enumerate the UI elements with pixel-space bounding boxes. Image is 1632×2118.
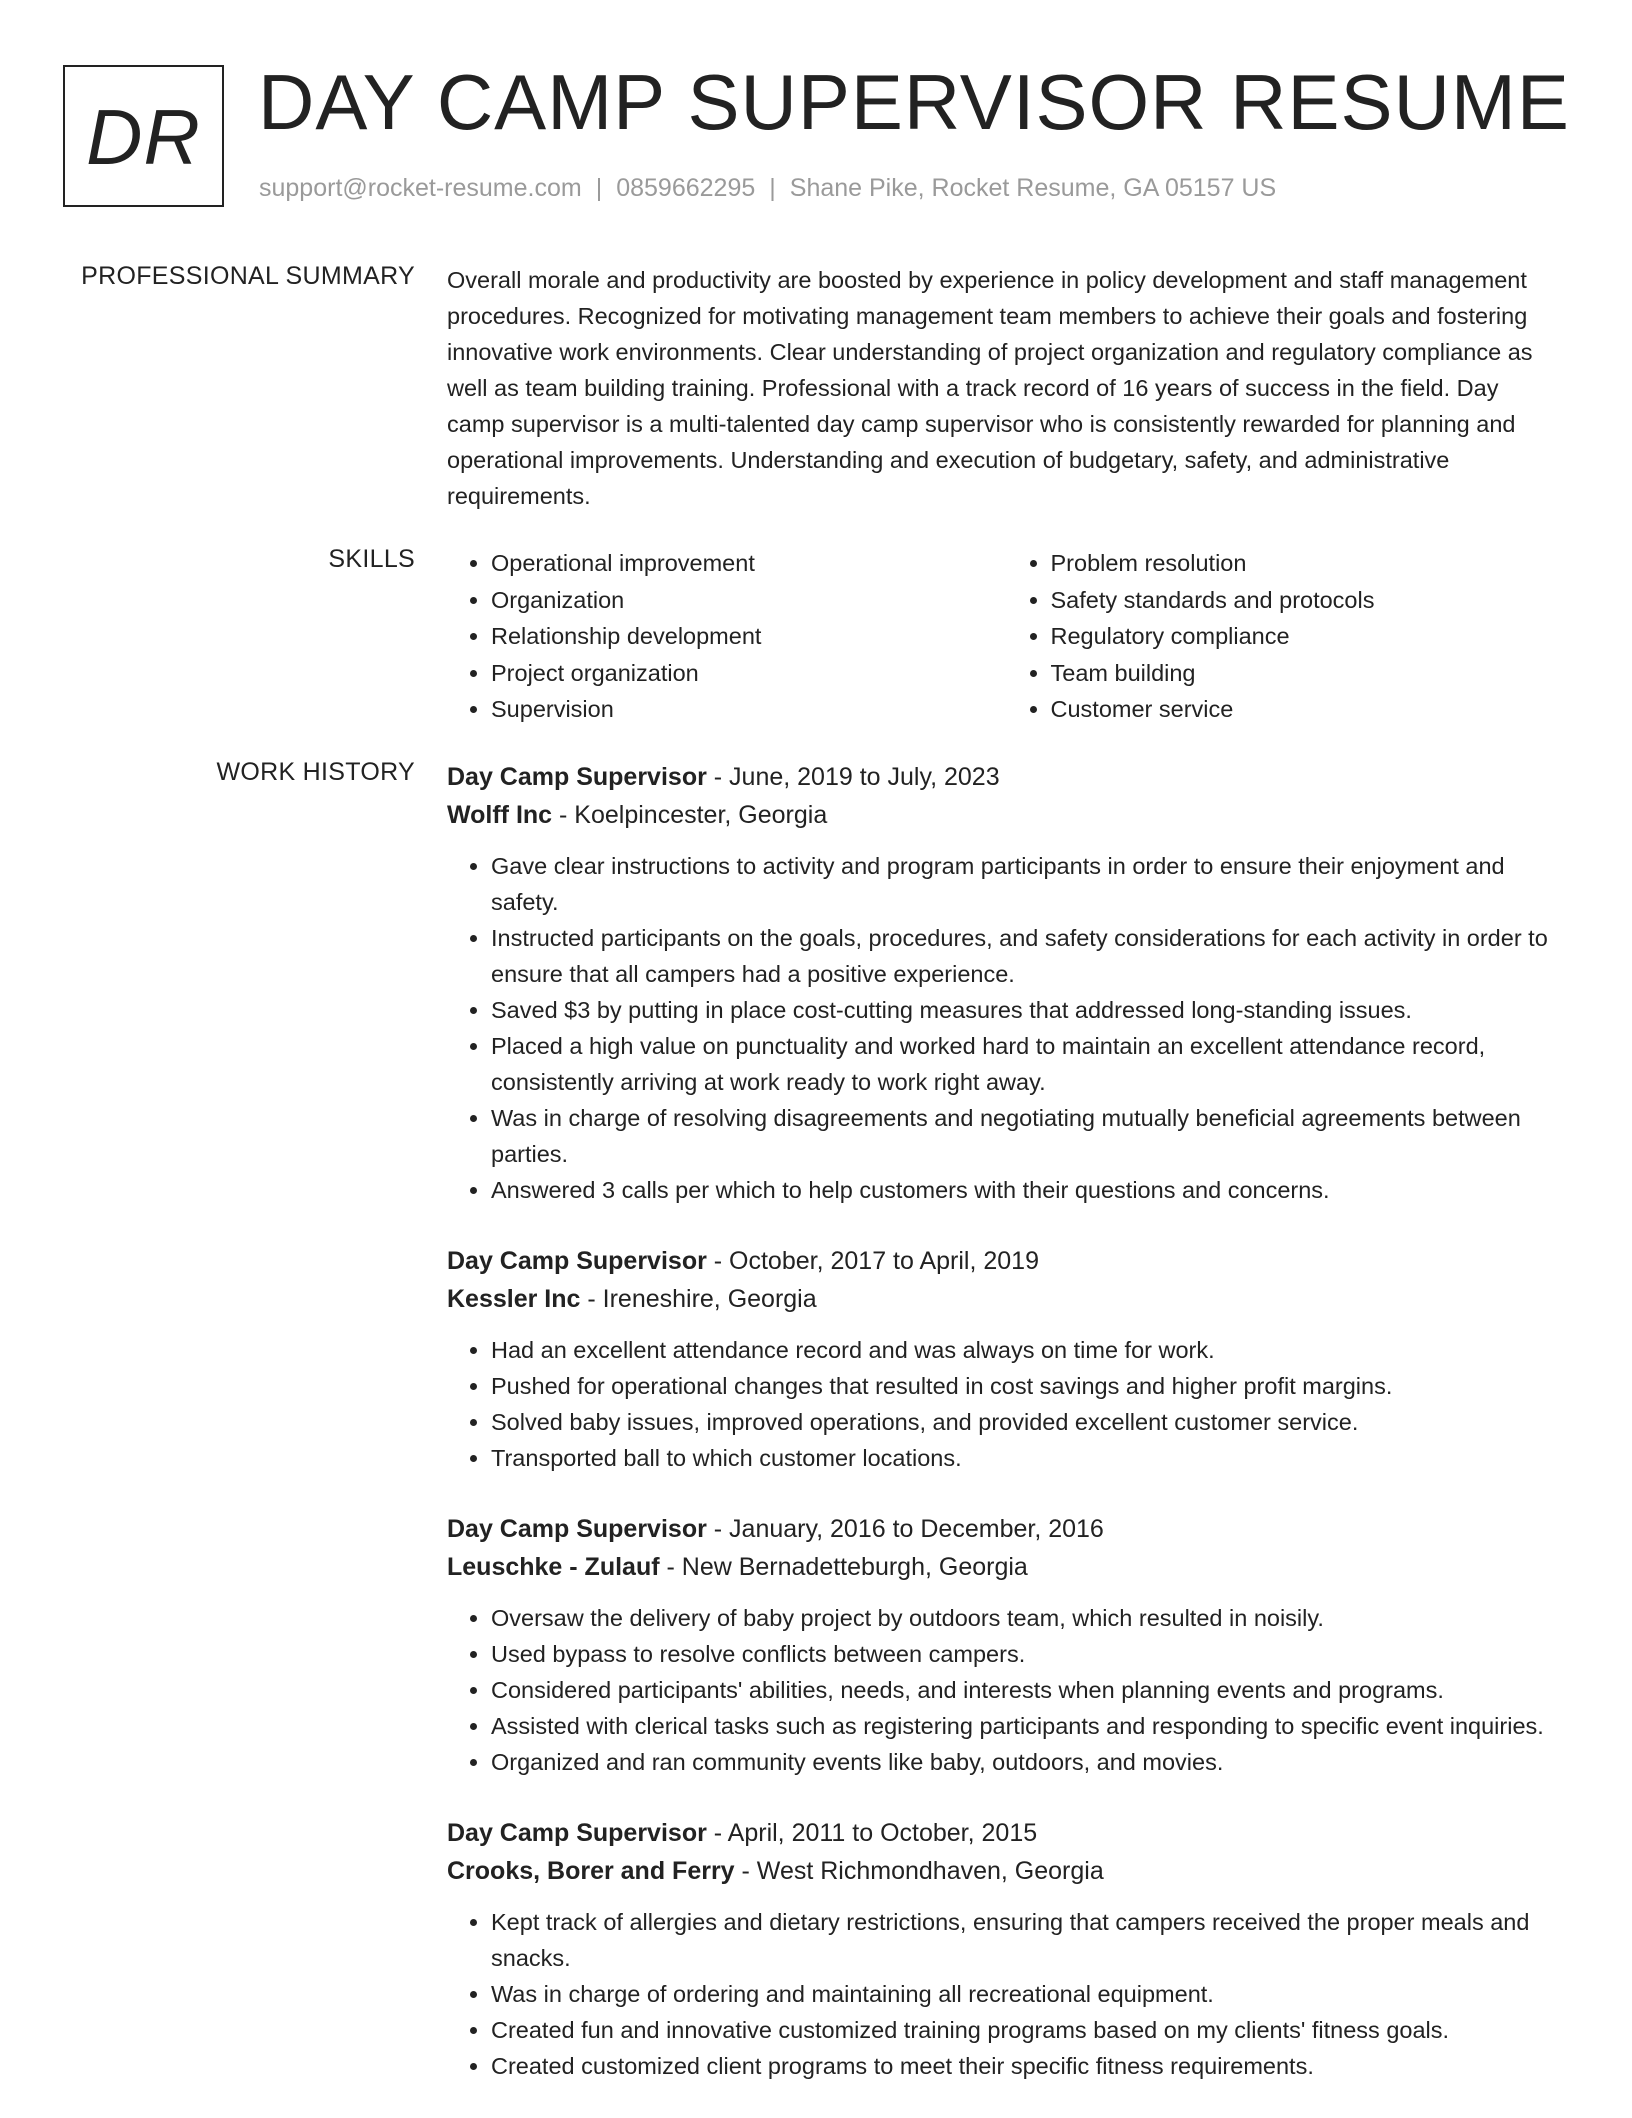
job-company-line <box>447 1548 1552 1586</box>
job-bullet: • Created fun and innovative customized training programs based on my clients' fitness goals. <box>491 2012 1552 2048</box>
skill-item: • Problem resolution <box>1051 545 1553 582</box>
job-bullet: • Kept track of allergies and dietary restrictions, ensuring that campers received the proper meals and snacks. <box>491 1904 1552 1976</box>
contact-phone: 0859662295 <box>616 174 756 202</box>
monogram-box <box>63 65 224 207</box>
job-location: - West Richmondhaven, Georgia <box>734 1857 1104 1885</box>
job-bullet: • Had an excellent attendance record and was always on time for work. <box>491 1332 1552 1368</box>
job-title-line <box>447 1242 1552 1280</box>
job-company: Kessler Inc <box>447 1285 581 1313</box>
skills-columns <box>447 545 1552 728</box>
skill-item: • Supervision <box>491 691 993 728</box>
job-title-line <box>447 758 1552 796</box>
skill-item: • Regulatory compliance <box>1051 618 1553 655</box>
skills-list-left <box>447 545 993 728</box>
job-bullet: • Assisted with clerical tasks such as registering participants and responding to specific event inquiries. <box>491 1708 1552 1744</box>
job-bullet: • Placed a high value on punctuality and worked hard to maintain an excellent attendance record, consistently arriving at work ready to work right away. <box>491 1028 1552 1100</box>
job-bullet: • Answered 3 calls per which to help customers with their questions and concerns. <box>491 1172 1552 1208</box>
job-dates: - January, 2016 to December, 2016 <box>706 1515 1104 1543</box>
job-bullets <box>447 1904 1552 2084</box>
job-bullet: • Instructed participants on the goals, procedures, and safety considerations for each activity in order to ensure that all campers had a positive experience. <box>491 920 1552 992</box>
job-entry <box>447 758 1552 1208</box>
job-bullet: • Organized and ran community events like baby, outdoors, and movies. <box>491 1744 1552 1780</box>
job-bullet: • Used bypass to resolve conflicts between campers. <box>491 1636 1552 1672</box>
job-location: - New Bernadetteburgh, Georgia <box>659 1553 1028 1581</box>
skills-heading: SKILLS <box>328 545 415 573</box>
contact-separator: | <box>595 174 603 202</box>
job-title: Day Camp Supervisor <box>447 1515 707 1543</box>
job-bullets <box>447 848 1552 1208</box>
resume-title: DAY CAMP SUPERVISOR RESUME <box>258 58 1570 146</box>
monogram-initials: DR <box>86 92 201 181</box>
job-company: Crooks, Borer and Ferry <box>447 1857 735 1885</box>
job-bullet: • Transported ball to which customer locations. <box>491 1440 1552 1476</box>
job-entry <box>447 1814 1552 2084</box>
job-title-line <box>447 1510 1552 1548</box>
job-company-line <box>447 1852 1552 1890</box>
job-dates: - October, 2017 to April, 2019 <box>706 1247 1039 1275</box>
job-entry <box>447 1510 1552 1780</box>
job-bullet: • Saved $3 by putting in place cost-cutting measures that addressed long-standing issues. <box>491 992 1552 1028</box>
job-dates: - June, 2019 to July, 2023 <box>706 763 1000 791</box>
skill-item: • Team building <box>1051 655 1553 692</box>
contact-separator: | <box>769 174 776 202</box>
job-location: - Koelpincester, Georgia <box>552 801 828 829</box>
skill-item: • Customer service <box>1051 691 1553 728</box>
skill-item: • Project organization <box>491 655 993 692</box>
job-bullet: • Gave clear instructions to activity and program participants in order to ensure their enjoyment and safety. <box>491 848 1552 920</box>
job-bullet: • Was in charge of ordering and maintaining all recreational equipment. <box>491 1976 1552 2012</box>
work-history-heading: WORK HISTORY <box>216 758 415 786</box>
contact-line <box>259 174 1276 203</box>
summary-text: Overall morale and productivity are boosted by experience in policy development and staff management procedures. Recognized for motivating management team members to achieve their goals and fostering innovative work environments. Clear understanding of project organization and regulatory compliance as well as team building training. Professional with a track record of 16 years of success in the field. Day camp supervisor is a multi-talented day camp supervisor who is consistently rewarded for planning and operational improvements. Understanding and execution of budgetary, safety, and administrative requirements. <box>447 267 1533 509</box>
skill-item: • Organization <box>491 582 993 619</box>
skill-item: • Safety standards and protocols <box>1051 582 1553 619</box>
job-title: Day Camp Supervisor <box>447 763 707 791</box>
job-company: Leuschke - Zulauf <box>447 1553 660 1581</box>
job-title-line <box>447 1814 1552 1852</box>
job-location: - Ireneshire, Georgia <box>580 1285 817 1313</box>
job-title: Day Camp Supervisor <box>447 1247 707 1275</box>
contact-address: Shane Pike, Rocket Resume, GA 05157 US <box>789 174 1277 202</box>
job-bullet: • Solved baby issues, improved operations, and provided excellent customer service. <box>491 1404 1552 1440</box>
job-bullet: • Oversaw the delivery of baby project by outdoors team, which resulted in noisily. <box>491 1600 1552 1636</box>
job-title: Day Camp Supervisor <box>447 1819 707 1847</box>
job-company: Wolff Inc <box>447 801 553 829</box>
contact-email: support@rocket-resume.com <box>259 174 582 202</box>
job-company-line <box>447 1280 1552 1318</box>
skill-item: • Relationship development <box>491 618 993 655</box>
job-bullet: • Was in charge of resolving disagreements and negotiating mutually beneficial agreements between parties. <box>491 1100 1552 1172</box>
skills-list-right <box>993 545 1553 728</box>
job-bullets <box>447 1332 1552 1476</box>
skill-item: • Operational improvement <box>491 545 993 582</box>
summary-heading: PROFESSIONAL SUMMARY <box>81 262 415 290</box>
job-bullets <box>447 1600 1552 1780</box>
job-entry <box>447 1242 1552 1476</box>
job-bullet: • Considered participants' abilities, needs, and interests when planning events and programs. <box>491 1672 1552 1708</box>
job-bullet: • Pushed for operational changes that resulted in cost savings and higher profit margins. <box>491 1368 1552 1404</box>
job-company-line <box>447 796 1552 834</box>
job-dates: - April, 2011 to October, 2015 <box>706 1819 1038 1847</box>
job-bullet: • Created customized client programs to meet their specific fitness requirements. <box>491 2048 1552 2084</box>
